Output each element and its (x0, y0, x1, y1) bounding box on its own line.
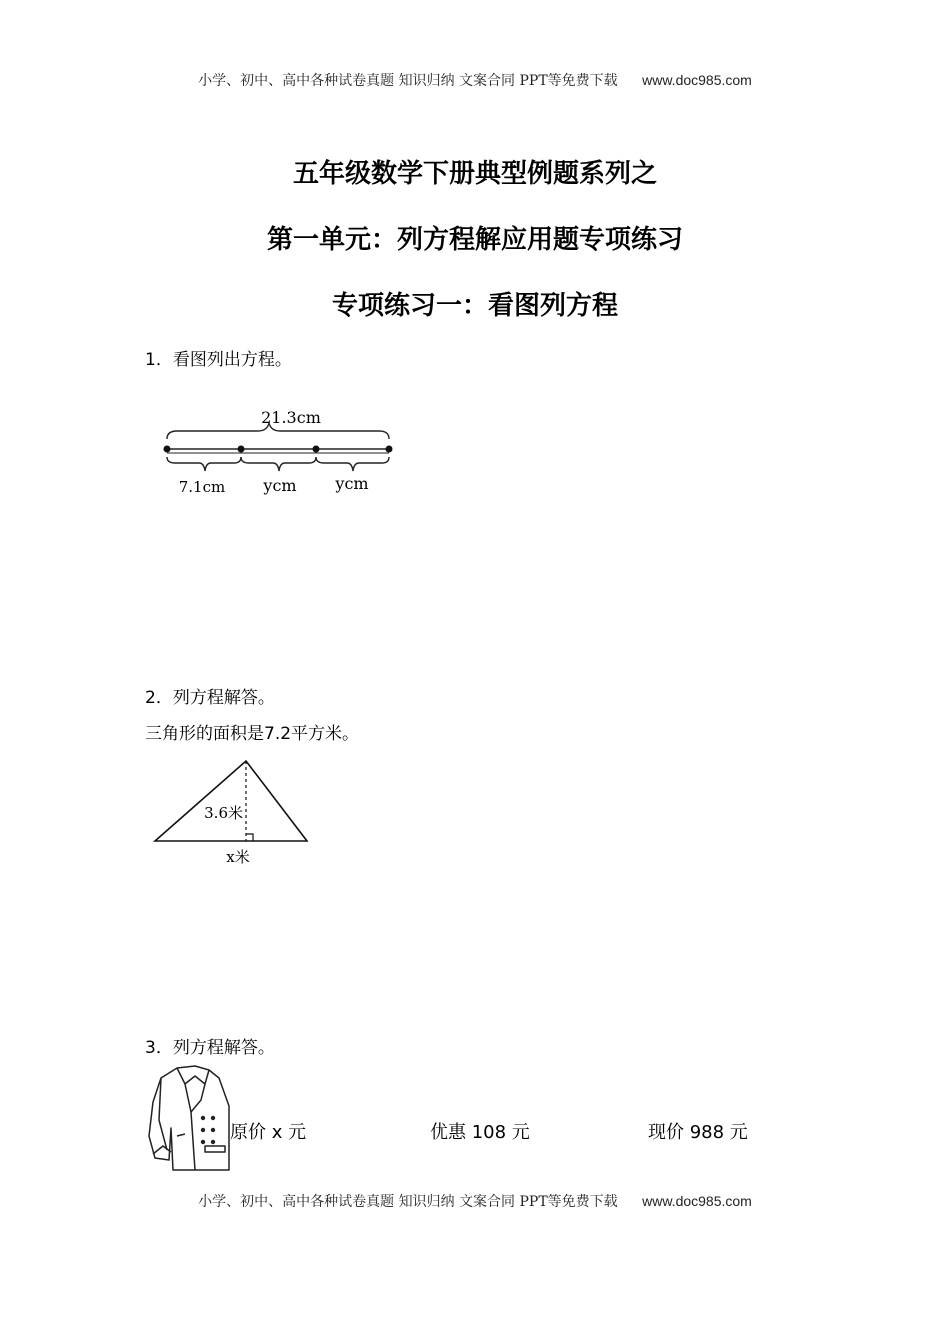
question-2-label: 2．列方程解答。 (145, 688, 275, 708)
discount-label: 优惠 108 元 (430, 1122, 530, 1143)
page-footer (0, 1191, 950, 1211)
segment-1-label: 7.1cm (178, 478, 226, 496)
point-a (164, 446, 171, 453)
point-b (238, 446, 245, 453)
footer-url[interactable]: www.doc985.com (642, 1193, 752, 1209)
right-angle-mark (246, 834, 253, 841)
triangle-diagram (145, 752, 320, 872)
question-1-label: 1．看图列出方程。 (145, 350, 292, 370)
base-label: x米 (226, 848, 250, 866)
title-unit: 第一单元：列方程解应用题专项练习 (266, 225, 683, 255)
page-header (0, 70, 950, 90)
segment-3-brace (316, 457, 389, 471)
segment-2-brace (241, 457, 316, 471)
header-url[interactable]: www.doc985.com (642, 72, 752, 88)
segment-diagram (150, 395, 410, 505)
title-practice: 专项练习一：看图列方程 (331, 291, 618, 321)
question-3-label: 3．列方程解答。 (145, 1038, 275, 1058)
title-series: 五年级数学下册典型例题系列之 (292, 159, 657, 189)
footer-text: 小学、初中、高中各种试卷真题 知识归纳 文案合同 PPT等免费下载 (198, 1194, 618, 1210)
question-2-text: 三角形的面积是7.2平方米。 (145, 724, 360, 744)
triangle-shape (155, 761, 307, 841)
segment-1-brace (167, 457, 241, 471)
segment-2-label: ycm (263, 476, 297, 495)
point-c (313, 446, 320, 453)
original-price-label: 原价 x 元 (230, 1122, 307, 1143)
jacket-icon (145, 1062, 237, 1174)
total-length-label: 21.3cm (261, 408, 321, 427)
segment-3-label: ycm (335, 474, 369, 493)
current-price-label: 现价 988 元 (648, 1122, 748, 1143)
header-text: 小学、初中、高中各种试卷真题 知识归纳 文案合同 PPT等免费下载 (198, 73, 618, 89)
point-d (386, 446, 393, 453)
height-label: 3.6米 (204, 804, 243, 822)
